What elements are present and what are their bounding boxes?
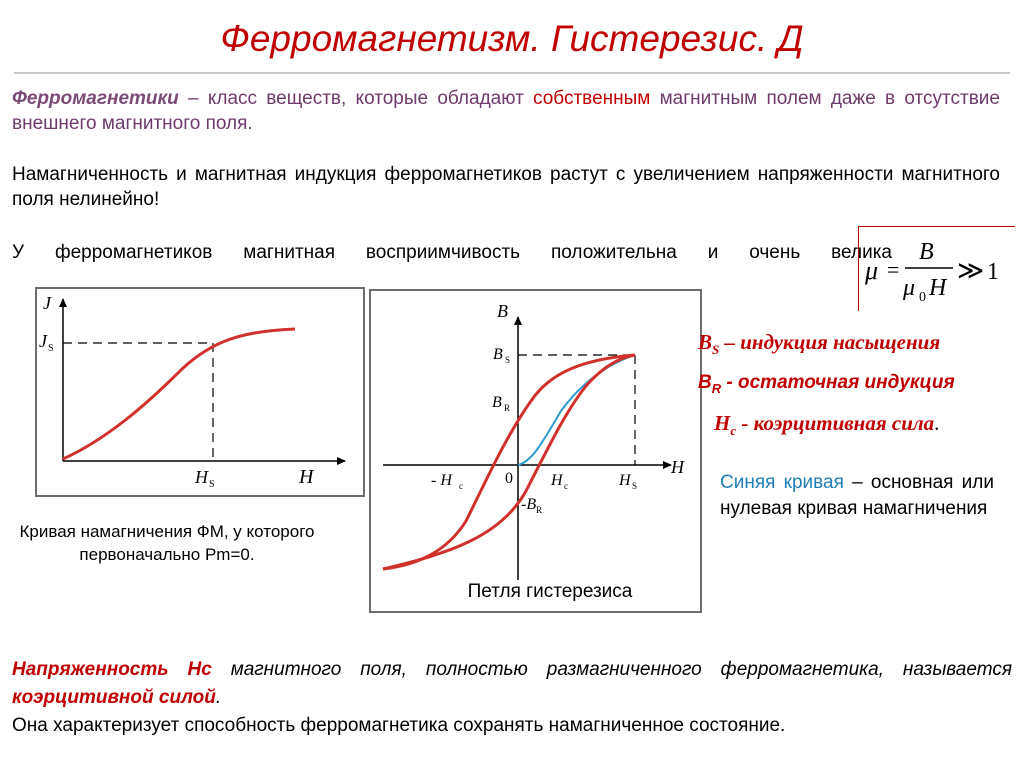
js-label: J: [39, 331, 47, 351]
br-symbol: B: [698, 372, 712, 393]
hs-label-sub: S: [209, 479, 215, 490]
formula-den-h: H: [929, 275, 947, 301]
neg-br-label: -B: [521, 496, 537, 513]
hysteresis-ascending-branch: [383, 355, 638, 569]
neg-hc-label-sub: c: [459, 481, 463, 491]
hysteresis-panel: [369, 289, 702, 613]
bottom-text-b: .: [215, 687, 222, 708]
nonlinear-paragraph: Намагниченность и магнитная индукция ферромагнетиков растут с увеличением напряженности магнитного поля нелинейно!: [12, 164, 1000, 210]
p1-own-word: собственным: [533, 88, 651, 109]
blue-curve-note: [720, 470, 994, 522]
bs-text: – индукция насыщения: [719, 330, 941, 354]
hc-text: - коэрцитивная сила: [736, 411, 935, 435]
page-title: Ферромагнетизм. Гистерезис. Д: [220, 18, 804, 59]
bottom-term-2: коэрцитивной силой: [12, 687, 216, 708]
bottom-text-a: магнитного поля, полностью размагниченного ферромагнетика, называется: [211, 659, 1012, 680]
hc-symbol: H: [714, 411, 731, 435]
br-symbol-sub: R: [711, 380, 722, 396]
hysteresis-caption: Петля гистерезиса: [430, 580, 670, 603]
hc-label: H: [551, 472, 563, 489]
formula-den-mu: μ: [903, 275, 916, 301]
neg-br-label-sub: R: [536, 505, 543, 515]
hysteresis-chart: [371, 291, 700, 611]
magnetization-curve-panel: [35, 287, 365, 497]
hc-symbol-sub: c: [730, 423, 737, 439]
y-axis-label: J: [43, 293, 51, 313]
hs-label: H: [195, 467, 208, 487]
magnetization-caption: Кривая намагничения ФМ, у которого первоначально Pm=0.: [19, 522, 315, 564]
br-label: B: [492, 394, 502, 411]
hs-label-sub: S: [632, 481, 638, 491]
bottom-line-2: Она характеризует способность ферромагнетика сохранять намагниченное состояние.: [12, 715, 786, 736]
formula-numerator: B: [919, 239, 934, 265]
x-axis-label: H: [299, 466, 314, 488]
h-axis-label: H: [671, 457, 684, 477]
bs-symbol-sub: S: [712, 342, 720, 358]
p1-text-a: – класс веществ, которые обладают: [178, 88, 534, 109]
js-label-sub: S: [48, 343, 54, 354]
blue-curve-term: Синяя кривая: [720, 472, 844, 493]
bs-symbol: B: [698, 330, 713, 354]
br-text: - остаточная индукция: [721, 372, 955, 393]
permeability-formula: [859, 227, 1015, 311]
formula-mu: μ: [865, 256, 879, 285]
hc-label-sub: c: [564, 481, 568, 491]
bottom-line-1: [12, 656, 1012, 712]
bottom-term: Напряженность Нс: [12, 659, 212, 680]
br-label-sub: R: [504, 403, 511, 413]
term-ferromagnets: Ферромагнетики: [12, 88, 179, 109]
br-definition: [698, 372, 955, 396]
formula-den-sub: 0: [919, 290, 926, 305]
definition-paragraph: [12, 86, 1000, 136]
magnetization-curve: [63, 329, 295, 459]
formula-gg: ≫: [957, 256, 985, 285]
blue-curve-rest: – основная или нулевая кривая намагничения: [720, 472, 994, 519]
title-divider: [14, 72, 1010, 74]
hc-definition: [714, 411, 939, 439]
hs-label: H: [619, 472, 631, 489]
p1-text-b: магнитным полем даже в отсутствие внешнего магнитного поля.: [12, 88, 1000, 134]
bs-label-sub: S: [505, 355, 511, 365]
hc-dot: .: [934, 411, 940, 435]
formula-eq: =: [887, 257, 900, 282]
b-axis-label: B: [497, 301, 508, 321]
formula-one: 1: [987, 259, 999, 285]
coercive-force-paragraph: [12, 656, 1012, 740]
origin-label: 0: [505, 470, 513, 487]
bs-definition: [698, 330, 940, 358]
susceptibility-paragraph: У ферромагнетиков магнитная восприимчивость положительна и очень велика: [12, 242, 892, 263]
initial-magnetization-curve: [518, 355, 635, 465]
neg-hc-label: - H: [431, 472, 452, 489]
bs-label: B: [493, 346, 503, 363]
hysteresis-descending-branch: [383, 355, 638, 569]
magnetization-curve-chart: [37, 289, 363, 495]
formula-box: [858, 226, 1015, 311]
